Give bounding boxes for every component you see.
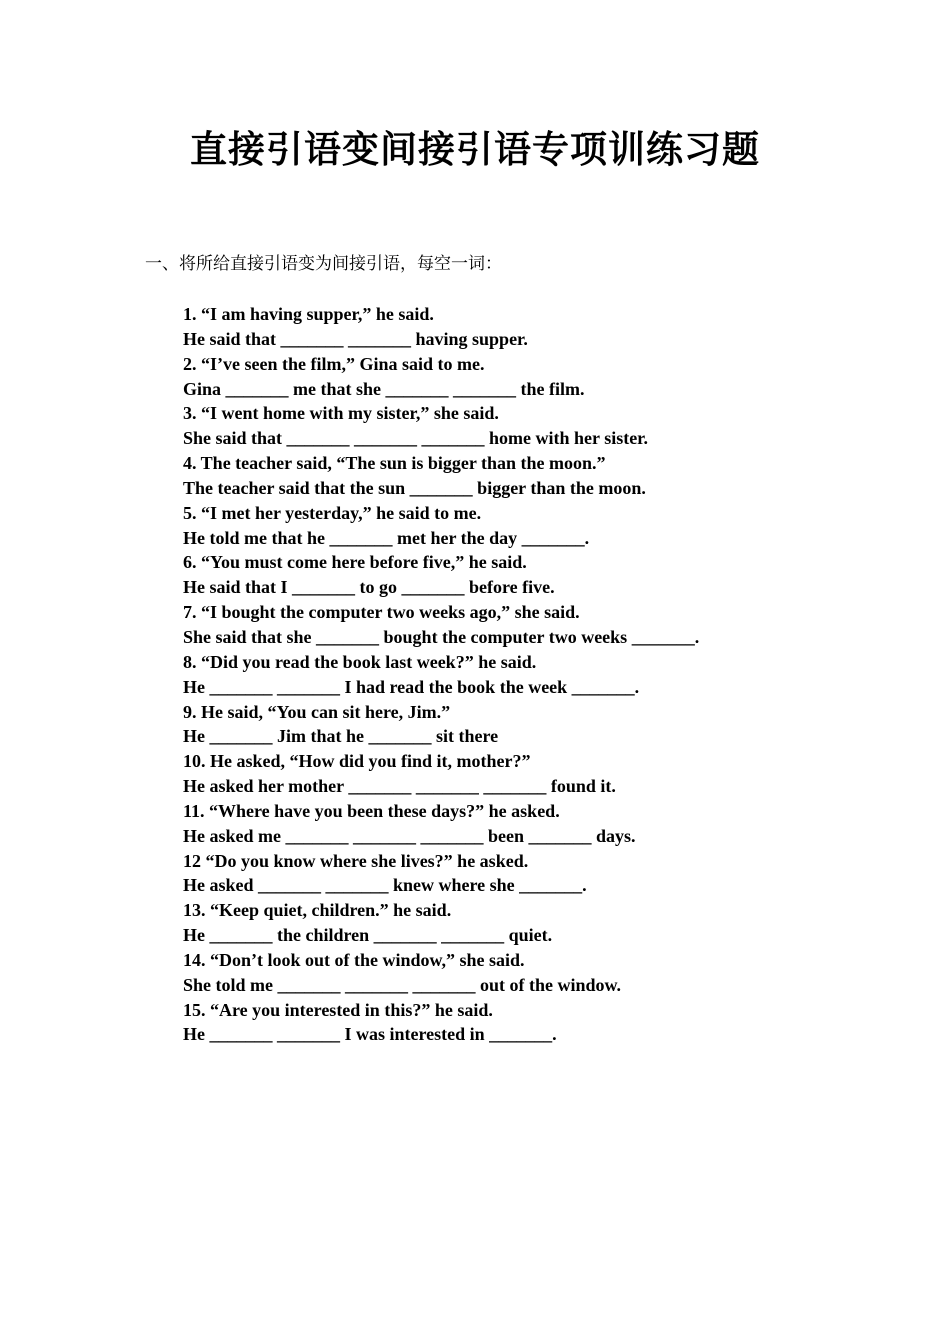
exercise-question: 5. “I met her yesterday,” he said to me. (183, 502, 482, 523)
exercise-question: 6. “You must come here before five,” he said. (183, 552, 527, 573)
exercise-item (183, 650, 903, 700)
exercise-item (183, 898, 903, 948)
exercise-item (183, 749, 903, 799)
page-title: 直接引语变间接引语专项训练习题 (190, 127, 760, 171)
exercise-item (183, 302, 903, 352)
exercise-answer: He said that _______ _______ having supper. (183, 328, 528, 349)
exercise-question: 7. “I bought the computer two weeks ago,” she said. (183, 602, 580, 623)
exercise-item (183, 700, 903, 750)
exercise-answer: He _______ the children _______ _______ quiet. (183, 925, 553, 946)
exercise-question: 8. “Did you read the book last week?” he said. (183, 651, 537, 672)
exercise-answer: He said that I _______ to go _______ before five. (183, 577, 555, 598)
exercise-answer: He asked her mother _______ _______ _______ found it. (183, 776, 616, 797)
exercise-list (183, 302, 903, 1047)
exercise-item (183, 948, 903, 998)
exercise-question: 14. “Don’t look out of the window,” she said. (183, 949, 525, 970)
exercise-question: 2. “I’ve seen the film,” Gina said to me. (183, 353, 485, 374)
exercise-question: 12 “Do you know where she lives?” he asked. (183, 850, 529, 871)
exercise-answer: He asked _______ _______ knew where she _______. (183, 875, 587, 896)
exercise-item (183, 550, 903, 600)
exercise-answer: The teacher said that the sun _______ bigger than the moon. (183, 477, 646, 498)
exercise-answer: He _______ _______ I was interested in _______. (183, 1024, 557, 1045)
exercise-item (183, 849, 903, 899)
exercise-answer: She said that _______ _______ _______ home with her sister. (183, 428, 649, 449)
exercise-answer: She said that she _______ bought the computer two weeks _______. (183, 626, 700, 647)
exercise-item (183, 501, 903, 551)
section-heading: 一、将所给直接引语变为间接引语，每空一词： (145, 254, 502, 274)
exercise-question: 15. “Are you interested in this?” he said. (183, 999, 493, 1020)
exercise-answer: He _______ _______ I had read the book the week _______. (183, 676, 640, 697)
exercise-question: 3. “I went home with my sister,” she said. (183, 403, 499, 424)
exercise-question: 11. “Where have you been these days?” he asked. (183, 800, 560, 821)
exercise-question: 9. He said, “You can sit here, Jim.” (183, 701, 451, 722)
exercise-question: 4. The teacher said, “The sun is bigger than the moon.” (183, 453, 606, 474)
exercise-answer: Gina _______ me that she _______ _______ the film. (183, 378, 585, 399)
exercise-item (183, 998, 903, 1048)
exercise-item (183, 799, 903, 849)
exercise-item (183, 401, 903, 451)
exercise-item (183, 600, 903, 650)
exercise-item (183, 352, 903, 402)
exercise-question: 1. “I am having supper,” he said. (183, 304, 434, 324)
exercise-item (183, 451, 903, 501)
exercise-question: 13. “Keep quiet, children.” he said. (183, 900, 452, 921)
exercise-answer: He asked me _______ _______ _______ been _______ days. (183, 825, 636, 846)
exercise-answer: He _______ Jim that he _______ sit there (183, 726, 499, 747)
exercise-answer: He told me that he _______ met her the day _______. (183, 527, 590, 548)
exercise-answer: She told me _______ _______ _______ out of the window. (183, 974, 622, 995)
exercise-question: 10. He asked, “How did you find it, mother?” (183, 751, 531, 772)
